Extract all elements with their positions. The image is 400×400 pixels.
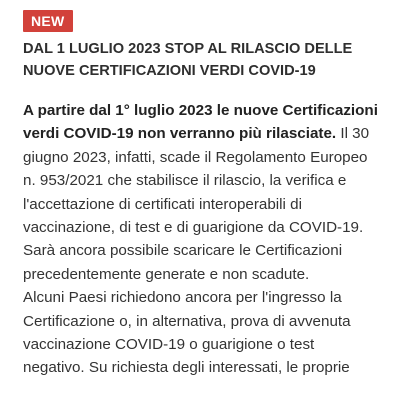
new-badge: NEW xyxy=(23,10,73,32)
article-headline: DAL 1 LUGLIO 2023 STOP AL RILASCIO DELLE NUOVE CERTIFICAZIONI VERDI COVID-19 xyxy=(23,41,353,79)
lead-paragraph xyxy=(23,99,393,286)
lead-bold-text: A partire dal 1° luglio 2023 le nuove Certificazioni verdi COVID-19 non verranno più rilasciate. xyxy=(23,102,378,143)
article-body xyxy=(23,99,393,380)
second-paragraph: Alcuni Paesi richiedono ancora per l'ingresso la Certificazione o, in alternativa, prova di avvenuta vaccinazione COVID-19 o guarigione o test negativo. Su richiesta degli interessati, le proprie xyxy=(23,289,351,377)
lead-regular-text: Il 30 giugno 2023, infatti, scade il Regolamento Europeo n. 953/2021 che stabilisce il rilascio, la verifica e l'accettazione di certificati interoperabili di vaccinazione, di test e di guarigione da COVID-19. Sarà ancora possibile scaricare le Certificazioni precedentemente generate e non scadute. xyxy=(23,125,370,283)
